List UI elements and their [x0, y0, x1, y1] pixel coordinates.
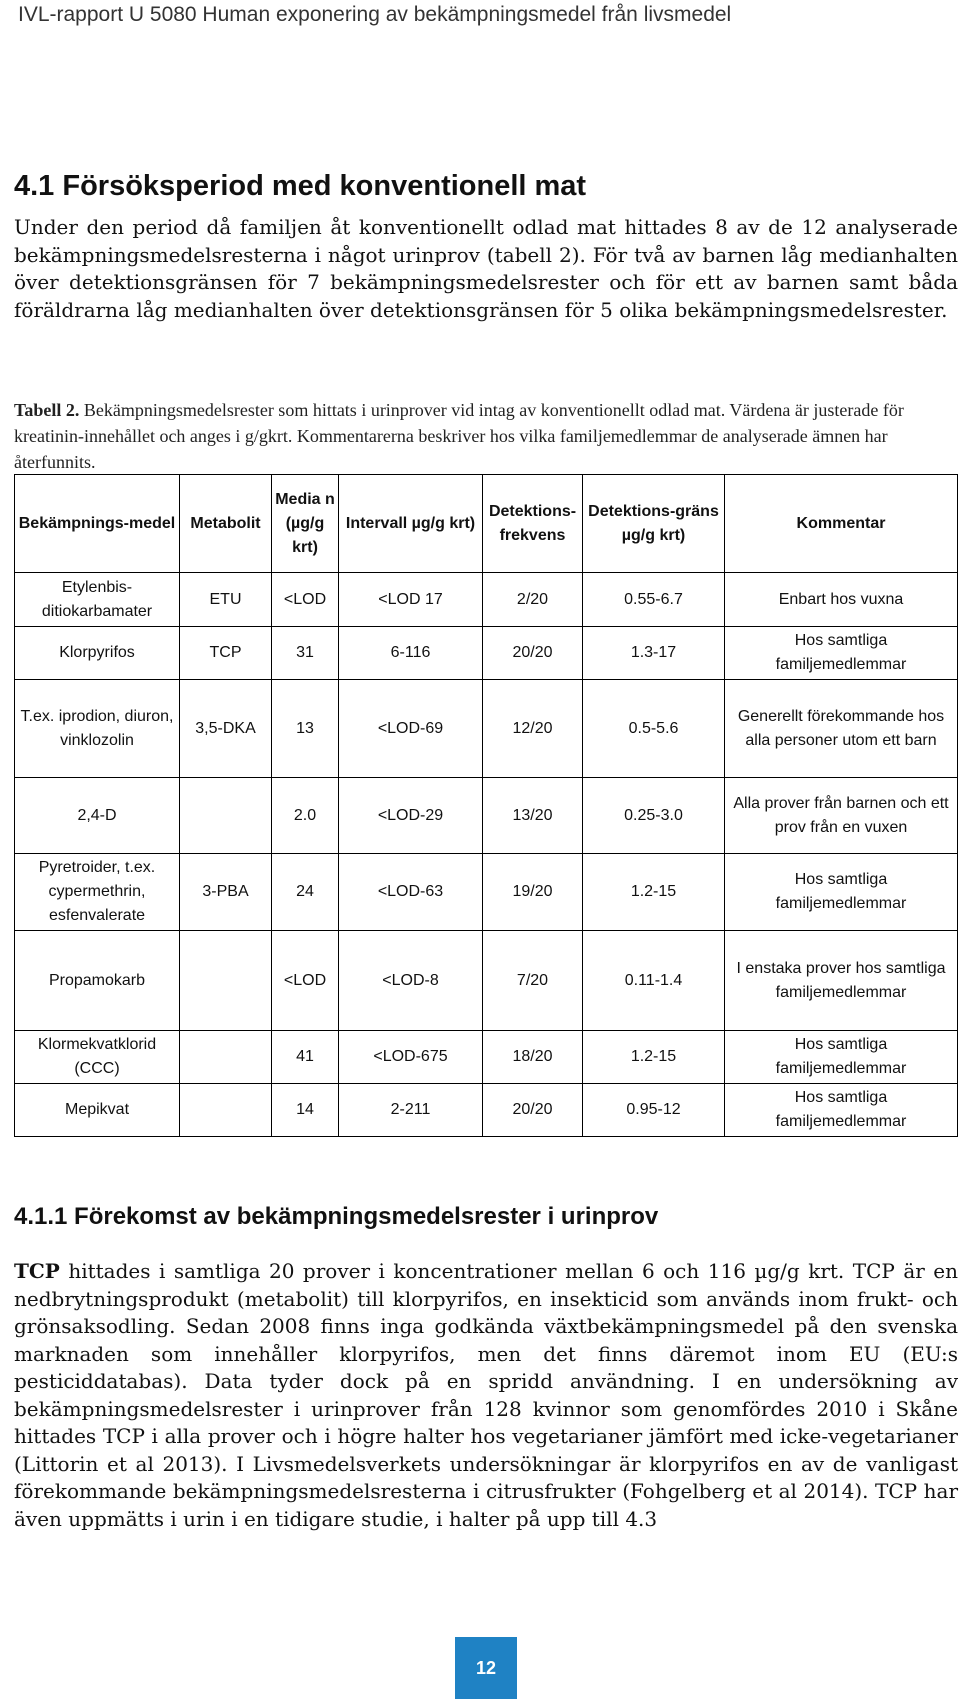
cell-kommentar: Enbart hos vuxna	[725, 573, 958, 627]
cell-medel: Klormekvatklorid (CCC)	[15, 1031, 180, 1084]
table-row	[15, 854, 958, 931]
cell-median: 13	[272, 680, 339, 778]
cell-frekvens: 20/20	[483, 1084, 583, 1137]
table-row	[15, 778, 958, 854]
cell-medel: 2,4-D	[15, 778, 180, 854]
cell-kommentar: Hos samtliga familjemedlemmar	[725, 627, 958, 680]
cell-grans: 1.2-15	[583, 854, 725, 931]
table-row	[15, 680, 958, 778]
table-row	[15, 627, 958, 680]
cell-metabolit	[180, 1031, 272, 1084]
cell-metabolit: 3,5-DKA	[180, 680, 272, 778]
cell-median: 31	[272, 627, 339, 680]
cell-medel: Klorpyrifos	[15, 627, 180, 680]
cell-frekvens: 2/20	[483, 573, 583, 627]
table-caption-text: Bekämpningsmedelsrester som hittats i urinprover vid intag av konventionellt odlad mat. Värdena är justerade för kreatinin-innehållet och anges i g/gkrt. Kommentarerna beskriver hos vilka familjemedlemmar de analyserade ämnen har återfunnits.	[14, 400, 904, 472]
report-header: IVL-rapport U 5080 Human exponering av bekämpningsmedel från livsmedel	[18, 3, 732, 26]
table-row	[15, 1084, 958, 1137]
cell-intervall: <LOD-63	[339, 854, 483, 931]
cell-median: 41	[272, 1031, 339, 1084]
body-paragraph	[14, 1258, 958, 1533]
intro-paragraph: Under den period då familjen åt konventionellt odlad mat hittades 8 av de 12 analyserade bekämpningsmedelsresterna i något urinprov (tabell 2). För två av barnen låg medianhalten över detektionsgränsen för 7 bekämpningsmedelsrester och för ett av barnen samt båda föräldrarna låg medianhalten över detektionsgränsen för 5 olika bekämpningsmedelsrester.	[14, 215, 958, 322]
cell-median: <LOD	[272, 573, 339, 627]
body-text: hittades i samtliga 20 prover i koncentrationer mellan 6 och 116 µg/g krt. TCP är en nedbrytningsprodukt (metabolit) till klorpyrifos, en insekticid som används inom frukt- och grönsaksodling. Sedan 2008 finns inga godkända växtbekämpningsmedel på den svenska marknaden som innehåller klorpyrifos, men det finns däremot inom EU (EU:s pesticiddatabas). Data tyder dock på en spridd användning. I en undersökning av bekämpningsmedelsrester i urinprover från 128 kvinnor som genomfördes 2010 i Skåne hittades TCP i alla prover och i högre halter hos vegetarianer jämfört med icke-vegetarianer (Littorin et al 2013). I Livsmedelsverkets undersökningar är klorpyrifos en av de vanligast förekommande bekämpningsmedelsresterna i citrusfrukter (Fohgelberg et al 2014). TCP har även uppmätts i urin i en tidigare studie, i halter på upp till 4.3	[14, 1259, 958, 1531]
cell-frekvens: 12/20	[483, 680, 583, 778]
header-intervall: Intervall µg/g krt)	[339, 475, 483, 573]
header-detektionsgrans: Detektions-gräns µg/g krt)	[583, 475, 725, 573]
cell-grans: 0.95-12	[583, 1084, 725, 1137]
cell-metabolit	[180, 778, 272, 854]
cell-medel: Mepikvat	[15, 1084, 180, 1137]
cell-frekvens: 7/20	[483, 931, 583, 1031]
cell-median: 2.0	[272, 778, 339, 854]
header-kommentar: Kommentar	[725, 475, 958, 573]
header-detektionsfrekvens: Detektions-frekvens	[483, 475, 583, 573]
cell-median: 24	[272, 854, 339, 931]
table-row	[15, 1031, 958, 1084]
cell-grans: 0.55-6.7	[583, 573, 725, 627]
cell-medel: Pyretroider, t.ex. cypermethrin, esfenvalerate	[15, 854, 180, 931]
header-metabolit: Metabolit	[180, 475, 272, 573]
cell-frekvens: 18/20	[483, 1031, 583, 1084]
cell-metabolit	[180, 931, 272, 1031]
table-row	[15, 931, 958, 1031]
cell-intervall: <LOD-8	[339, 931, 483, 1031]
cell-grans: 0.25-3.0	[583, 778, 725, 854]
cell-metabolit	[180, 1084, 272, 1137]
cell-grans: 1.2-15	[583, 1031, 725, 1084]
cell-grans: 1.3-17	[583, 627, 725, 680]
cell-metabolit: 3-PBA	[180, 854, 272, 931]
cell-intervall: 2-211	[339, 1084, 483, 1137]
cell-median: 14	[272, 1084, 339, 1137]
body-bold-lead: TCP	[14, 1259, 60, 1283]
cell-intervall: <LOD 17	[339, 573, 483, 627]
header-bekampningsmedel: Bekämpnings-medel	[15, 475, 180, 573]
cell-kommentar: Alla prover från barnen och ett prov från en vuxen	[725, 778, 958, 854]
cell-intervall: <LOD-675	[339, 1031, 483, 1084]
pesticide-table	[14, 474, 958, 1137]
cell-metabolit: TCP	[180, 627, 272, 680]
header-median: Media n (µg/g krt)	[272, 475, 339, 573]
cell-intervall: 6-116	[339, 627, 483, 680]
cell-frekvens: 19/20	[483, 854, 583, 931]
cell-intervall: <LOD-69	[339, 680, 483, 778]
cell-kommentar: I enstaka prover hos samtliga familjemedlemmar	[725, 931, 958, 1031]
cell-median: <LOD	[272, 931, 339, 1031]
cell-kommentar: Hos samtliga familjemedlemmar	[725, 1031, 958, 1084]
cell-medel: Etylenbis-ditiokarbamater	[15, 573, 180, 627]
cell-medel: Propamokarb	[15, 931, 180, 1031]
section-title: 4.1 Försöksperiod med konventionell mat	[14, 170, 587, 202]
cell-grans: 0.11-1.4	[583, 931, 725, 1031]
cell-metabolit: ETU	[180, 573, 272, 627]
cell-medel: T.ex. iprodion, diuron, vinklozolin	[15, 680, 180, 778]
table-row	[15, 573, 958, 627]
cell-grans: 0.5-5.6	[583, 680, 725, 778]
subsection-title: 4.1.1 Förekomst av bekämpningsmedelsrester i urinprov	[14, 1203, 659, 1230]
table-caption	[14, 397, 958, 475]
cell-frekvens: 13/20	[483, 778, 583, 854]
table-caption-label: Tabell 2.	[14, 400, 80, 420]
cell-intervall: <LOD-29	[339, 778, 483, 854]
cell-kommentar: Hos samtliga familjemedlemmar	[725, 854, 958, 931]
page-number: 12	[455, 1637, 517, 1699]
cell-kommentar: Generellt förekommande hos alla personer utom ett barn	[725, 680, 958, 778]
cell-frekvens: 20/20	[483, 627, 583, 680]
cell-kommentar: Hos samtliga familjemedlemmar	[725, 1084, 958, 1137]
